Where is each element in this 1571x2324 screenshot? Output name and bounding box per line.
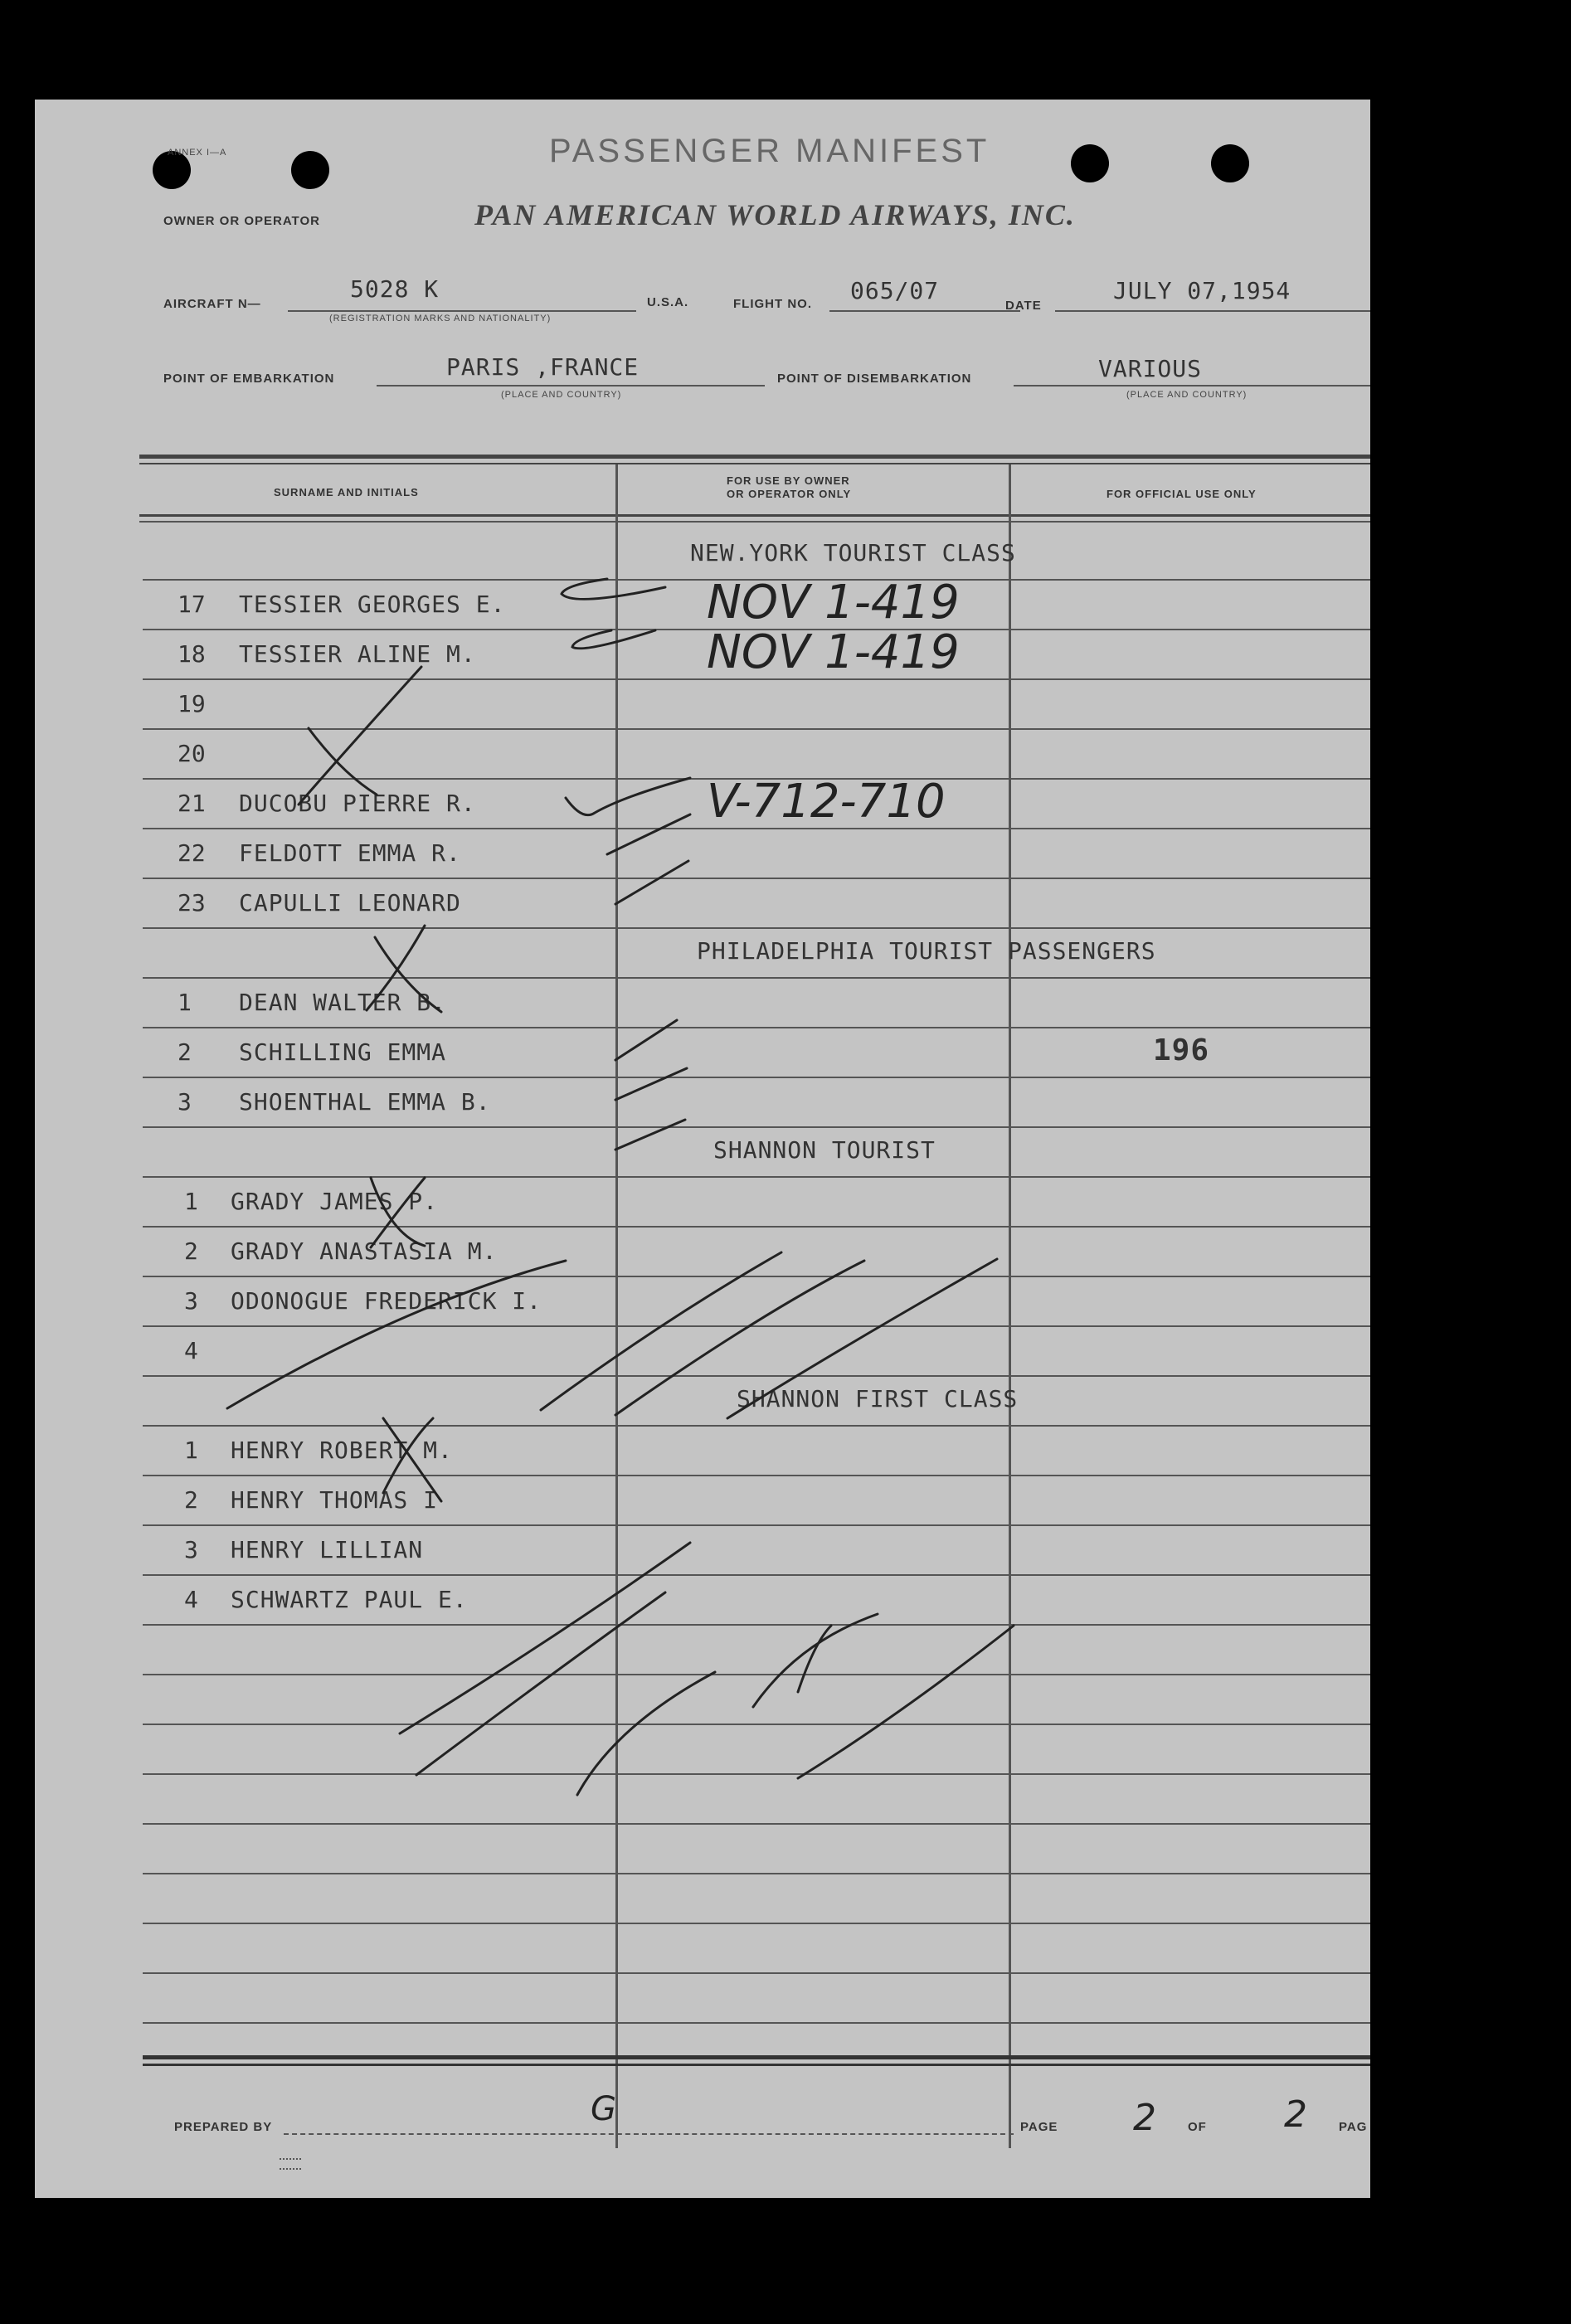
row-number: 1 bbox=[184, 1188, 198, 1215]
section-heading: SHANNON FIRST CLASS bbox=[737, 1385, 1019, 1412]
page-label: PAGE bbox=[1020, 2120, 1058, 2134]
col-official: FOR OFFICIAL USE ONLY bbox=[1107, 488, 1257, 500]
diagonal-mark bbox=[227, 1261, 566, 1408]
row-number: 1 bbox=[178, 989, 192, 1016]
check-mark bbox=[566, 778, 690, 815]
check-mark bbox=[615, 1120, 685, 1150]
official-number: 196 bbox=[1153, 1033, 1210, 1067]
passenger-name: SHOENTHAL EMMA B. bbox=[239, 1088, 491, 1116]
passenger-name: ODONOGUE FREDERICK I. bbox=[231, 1287, 542, 1315]
check-mark bbox=[562, 579, 665, 599]
cross-mark bbox=[371, 1178, 425, 1247]
cross-mark bbox=[299, 667, 421, 805]
passenger-name: GRADY JAMES P. bbox=[231, 1188, 439, 1215]
row-number: 18 bbox=[178, 640, 206, 668]
check-mark bbox=[615, 861, 688, 904]
prepared-label: PREPARED BY bbox=[174, 2120, 273, 2134]
page-value: 2 bbox=[1133, 2097, 1156, 2139]
passenger-name: SCHWARTZ PAUL E. bbox=[231, 1586, 468, 1613]
corner-note: ANNEX I—A bbox=[168, 148, 227, 158]
disembark-value: VARIOUS bbox=[1098, 355, 1203, 382]
aircraft-caption: (REGISTRATION MARKS AND NATIONALITY) bbox=[329, 314, 552, 323]
check-mark bbox=[615, 1020, 677, 1060]
diagonal-mark bbox=[798, 1626, 1014, 1778]
aircraft-value: 5028 K bbox=[350, 275, 440, 303]
row-number: 22 bbox=[178, 839, 206, 867]
row-number: 2 bbox=[184, 1486, 198, 1514]
date-value: JULY 07,1954 bbox=[1113, 277, 1291, 304]
disembark-caption: (PLACE AND COUNTRY) bbox=[1126, 390, 1248, 400]
diagonal-mark bbox=[798, 1626, 831, 1692]
passenger-name: TESSIER GEORGES E. bbox=[239, 591, 506, 618]
embark-value: PARIS ,FRANCE bbox=[446, 353, 640, 381]
passenger-name: HENRY THOMAS I bbox=[231, 1486, 439, 1514]
passenger-name: SCHILLING EMMA bbox=[239, 1038, 447, 1066]
row-number: 3 bbox=[178, 1088, 192, 1116]
ticket-note: V-712-710 bbox=[707, 775, 946, 829]
check-mark bbox=[572, 630, 655, 649]
owner-label: OWNER OR OPERATOR bbox=[163, 214, 320, 228]
row-number: 23 bbox=[178, 889, 206, 916]
flight-label: FLIGHT NO. bbox=[733, 297, 812, 311]
cross-mark bbox=[367, 926, 441, 1012]
date-label: DATE bbox=[1005, 299, 1042, 313]
ticket-note: NOV 1-419 bbox=[707, 625, 960, 679]
passenger-name: HENRY LILLIAN bbox=[231, 1536, 424, 1563]
of-value: 2 bbox=[1284, 2093, 1307, 2136]
passenger-name: TESSIER ALINE M. bbox=[239, 640, 476, 668]
passenger-name: FELDOTT EMMA R. bbox=[239, 839, 461, 867]
row-number: 20 bbox=[178, 740, 206, 767]
row-number: 4 bbox=[184, 1586, 198, 1613]
embark-label: POINT OF EMBARKATION bbox=[163, 372, 335, 386]
passenger-name: CAPULLI LEONARD bbox=[239, 889, 461, 916]
handwritten-marks bbox=[35, 100, 1370, 2198]
passenger-name: DEAN WALTER B. bbox=[239, 989, 447, 1016]
diagonal-mark bbox=[541, 1252, 781, 1410]
airline-name: PAN AMERICAN WORLD AIRWAYS, INC. bbox=[474, 198, 1076, 231]
diagonal-mark bbox=[615, 1261, 864, 1415]
usa-label: U.S.A. bbox=[647, 295, 689, 309]
row-number: 1 bbox=[184, 1437, 198, 1464]
row-number: 21 bbox=[178, 790, 206, 817]
col-owner-use-1: FOR USE BY OWNER bbox=[727, 474, 850, 487]
row-number: 17 bbox=[178, 591, 206, 618]
diagonal-mark bbox=[416, 1592, 665, 1775]
ticket-note: NOV 1-419 bbox=[707, 576, 960, 630]
page-title: PASSENGER MANIFEST bbox=[549, 133, 990, 169]
col-surname: SURNAME AND INITIALS bbox=[274, 486, 419, 498]
col-owner-use-2: OR OPERATOR ONLY bbox=[727, 488, 852, 500]
diagonal-mark bbox=[753, 1614, 878, 1707]
row-number: 4 bbox=[184, 1337, 198, 1364]
diagonal-mark bbox=[400, 1543, 690, 1733]
cross-mark bbox=[383, 1418, 441, 1501]
passenger-name: HENRY ROBERT M. bbox=[231, 1437, 453, 1464]
row-number: 19 bbox=[178, 690, 206, 717]
section-heading: PHILADELPHIA TOURIST PASSENGERS bbox=[697, 937, 1156, 965]
pag-label: PAG bbox=[1339, 2120, 1368, 2134]
passenger-name: DUCOBU PIERRE R. bbox=[239, 790, 476, 817]
section-heading: SHANNON TOURIST bbox=[713, 1136, 936, 1164]
preparer-signature: G bbox=[591, 2090, 616, 2128]
disembark-label: POINT OF DISEMBARKATION bbox=[777, 372, 972, 386]
flight-value: 065/07 bbox=[850, 277, 940, 304]
row-number: 3 bbox=[184, 1287, 198, 1315]
diagonal-mark bbox=[727, 1259, 997, 1418]
manifest-sheet bbox=[35, 100, 1370, 2198]
row-number: 2 bbox=[184, 1237, 198, 1265]
passenger-name: GRADY ANASTASIA M. bbox=[231, 1237, 498, 1265]
check-mark bbox=[607, 814, 690, 854]
diagonal-mark bbox=[577, 1672, 715, 1795]
aircraft-label: AIRCRAFT N— bbox=[163, 297, 261, 311]
row-number: 3 bbox=[184, 1536, 198, 1563]
check-mark bbox=[615, 1068, 687, 1100]
embark-caption: (PLACE AND COUNTRY) bbox=[501, 390, 622, 400]
section-heading: NEW.YORK TOURIST CLASS bbox=[690, 539, 1016, 566]
row-number: 2 bbox=[178, 1038, 192, 1066]
of-label: OF bbox=[1188, 2120, 1207, 2134]
